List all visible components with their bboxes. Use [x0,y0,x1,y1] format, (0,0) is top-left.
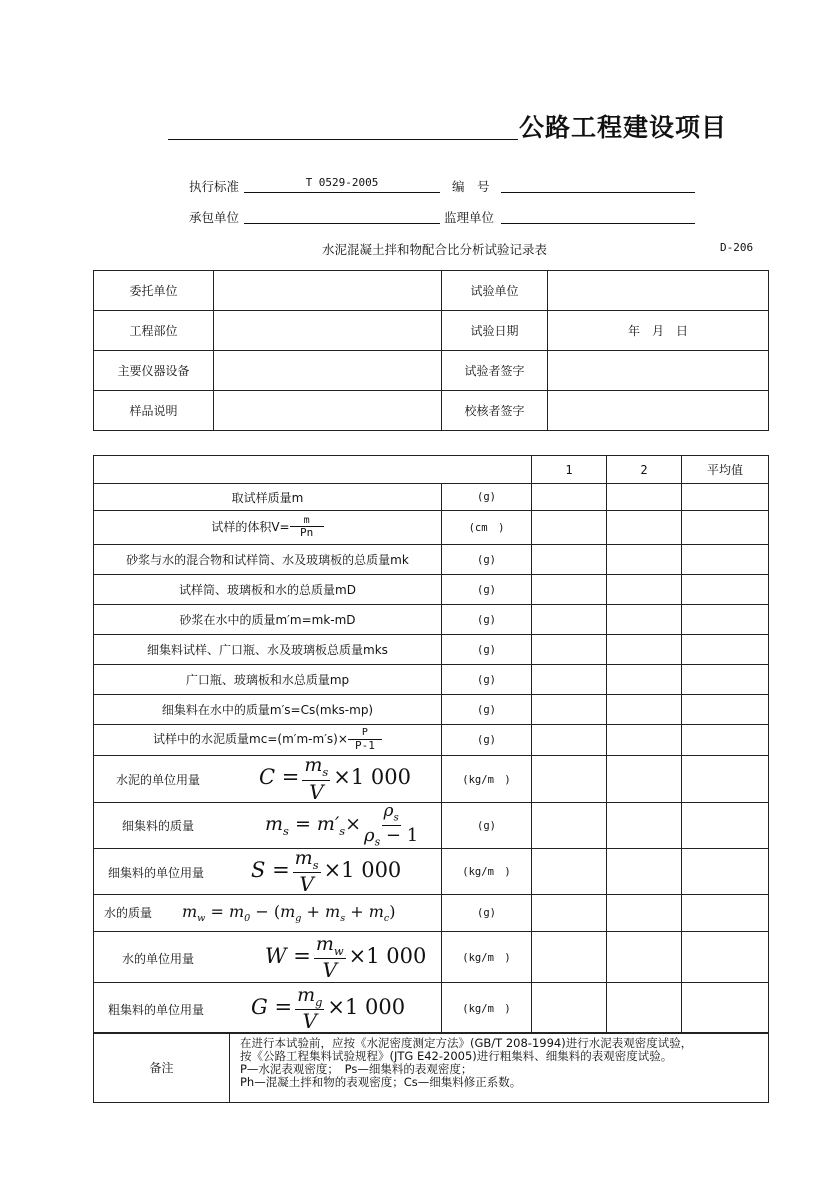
fine-agg-mass-label: 细集料的质量 [122,819,195,834]
cement-mass-label: 试样中的水泥质量mc=(m′m-m′s)× [153,732,348,747]
row-unit: (g) [442,725,532,756]
fine-agg-dosage-formula: S = $\frac{m_s}{V}$ ×1 000 [251,847,402,897]
row-unit: (cm ) [442,511,532,545]
cement-mass-fraction [348,728,382,751]
water-dosage-formula: W = $\frac{m_w}{V}$ ×1 000 [265,932,427,982]
cell [682,895,769,932]
standard-value-text: T 0529-2005 [305,176,379,189]
checker-value [548,391,769,431]
cell [532,725,607,756]
cell [682,665,769,695]
cell [682,849,769,895]
remarks-label: 备注 [94,1033,230,1103]
row-label [94,849,442,895]
cell [607,932,682,983]
water-mass-label: 水的质量 [104,906,153,921]
header-blank [94,456,532,484]
contractor-field [244,207,440,224]
tester-label: 试验者签字 [442,351,548,391]
test-date-label: 试验日期 [442,311,548,351]
cell [532,756,607,803]
fine-agg-mass-formula: $m_s = m'_s\times$ $\frac{\rho_s}{\rho_s - 1}$ [265,801,419,849]
form-title: 水泥混凝土拌和物配合比分析试验记录表 [322,242,548,257]
volume-frac-num: m [290,516,324,528]
remarks-line: Ph—混凝土拌和物的表观密度；Cs—细集料修正系数。 [240,1075,522,1089]
test-date-value: 年 月 日 [548,311,769,351]
cell [532,895,607,932]
col-1-header: 1 [532,456,607,484]
row-unit: (g) [442,545,532,575]
cell [532,575,607,605]
cell [607,605,682,635]
client-value [214,271,442,311]
row-unit: (g) [442,895,532,932]
cell [532,983,607,1034]
cell [532,511,607,545]
test-unit-label: 试验单位 [442,271,548,311]
row-label: 试样筒、玻璃板和水的总质量mD [94,575,442,605]
cell [682,605,769,635]
cell [532,484,607,511]
cell [682,575,769,605]
test-unit-value [548,271,769,311]
row-unit: (g) [442,575,532,605]
row-label: 砂浆与水的混合物和试样筒、水及玻璃板的总质量mk [94,545,442,575]
row-unit: (kg/m ) [442,983,532,1034]
client-label: 委托单位 [94,271,214,311]
cement-dosage-label: 水泥的单位用量 [116,773,201,788]
col-2-header: 2 [607,456,682,484]
factor: 1 000 [345,994,406,1019]
cell [607,725,682,756]
results-table [93,455,769,1034]
remarks-line: 在进行本试验前，应按《水泥密度测定方法》(GB/T 208-1994)进行水泥表观密度试验， [240,1036,693,1050]
row-unit: (g) [442,665,532,695]
cell [607,665,682,695]
cell [532,803,607,849]
cell [532,665,607,695]
factor: 1 000 [366,943,427,968]
water-dosage-label: 水的单位用量 [122,951,195,966]
volume-fraction [290,516,324,539]
number-field [501,176,695,193]
cell [682,545,769,575]
row-label [94,511,442,545]
cell [607,575,682,605]
cell [532,695,607,725]
row-label: 细集料试样、广口瓶、水及玻璃板总质量mks [94,635,442,665]
cement-dosage-formula: C = $\frac{m_s}{V}$ ×1 000 [259,754,411,804]
factor: 1 000 [341,858,402,883]
cement-frac-den: P-1 [355,738,375,752]
row-label [94,983,442,1034]
cell [532,545,607,575]
cell [682,725,769,756]
cell [682,635,769,665]
fine-agg-dosage-label: 细集料的单位用量 [108,866,205,881]
row-label [94,803,442,849]
coarse-agg-dosage-label: 粗集料的单位用量 [108,1002,205,1017]
row-label [94,756,442,803]
sample-label: 样品说明 [94,391,214,431]
row-unit: (kg/m ) [442,932,532,983]
row-unit: (g) [442,635,532,665]
project-name-line [168,139,518,140]
cell [682,484,769,511]
cell [532,932,607,983]
cell [682,756,769,803]
number-label: 编 号 [452,179,490,194]
cell [607,849,682,895]
remarks-table [93,1032,769,1103]
contractor-label: 承包单位 [189,210,240,225]
cell [607,695,682,725]
volume-label: 试样的体积V= [211,519,290,534]
site-value [214,311,442,351]
cell [607,635,682,665]
supervisor-label: 监理单位 [444,210,495,225]
sample-value [214,391,442,431]
cell [682,511,769,545]
checker-label: 校核者签字 [442,391,548,431]
cell [607,756,682,803]
tester-value [548,351,769,391]
water-mass-formula: $m_w = m_0 - (m_g + m_s + m_c)$ [182,902,396,925]
cell [607,803,682,849]
cement-frac-num: P [348,728,382,740]
cell [607,511,682,545]
row-unit: (g) [442,605,532,635]
info-table [93,270,769,431]
site-label: 工程部位 [94,311,214,351]
supervisor-field [501,207,695,224]
cell [682,983,769,1034]
row-unit: (kg/m ) [442,756,532,803]
remarks-text [230,1033,769,1103]
cell [682,932,769,983]
equipment-value [214,351,442,391]
remarks-line: 按《公路工程集料试验规程》(JTG E42-2005)进行粗集料、细集料的表观密度试验。 [240,1049,673,1063]
factor: 1 000 [350,765,411,790]
col-avg-header: 平均值 [682,456,769,484]
row-label [94,725,442,756]
row-label [94,932,442,983]
page-title: 公路工程建设项目 [519,113,728,142]
cell [532,605,607,635]
row-unit: (g) [442,484,532,511]
row-label [94,895,442,932]
coarse-agg-dosage-formula: G = $\frac{m_g}{V}$ ×1 000 [251,983,406,1033]
volume-frac-den: Pn [300,526,314,540]
cell [607,545,682,575]
row-label: 砂浆在水中的质量m′m=mk-mD [94,605,442,635]
cell [607,895,682,932]
standard-label: 执行标准 [189,179,240,194]
row-unit: (g) [442,695,532,725]
row-label: 细集料在水中的质量m′s=Cs(mks-mp) [94,695,442,725]
row-label: 广口瓶、玻璃板和水总质量mp [94,665,442,695]
cell [682,803,769,849]
cell [682,695,769,725]
cell [532,635,607,665]
equipment-label: 主要仪器设备 [94,351,214,391]
cell [532,849,607,895]
row-unit: (g) [442,803,532,849]
cell [607,484,682,511]
row-unit: (kg/m ) [442,849,532,895]
remarks-line: P—水泥表观密度； Ps—细集料的表观密度； [240,1062,473,1076]
row-label: 取试样质量m [94,484,442,511]
standard-value [244,176,440,193]
cell [607,983,682,1034]
form-code: D-206 [720,241,754,254]
